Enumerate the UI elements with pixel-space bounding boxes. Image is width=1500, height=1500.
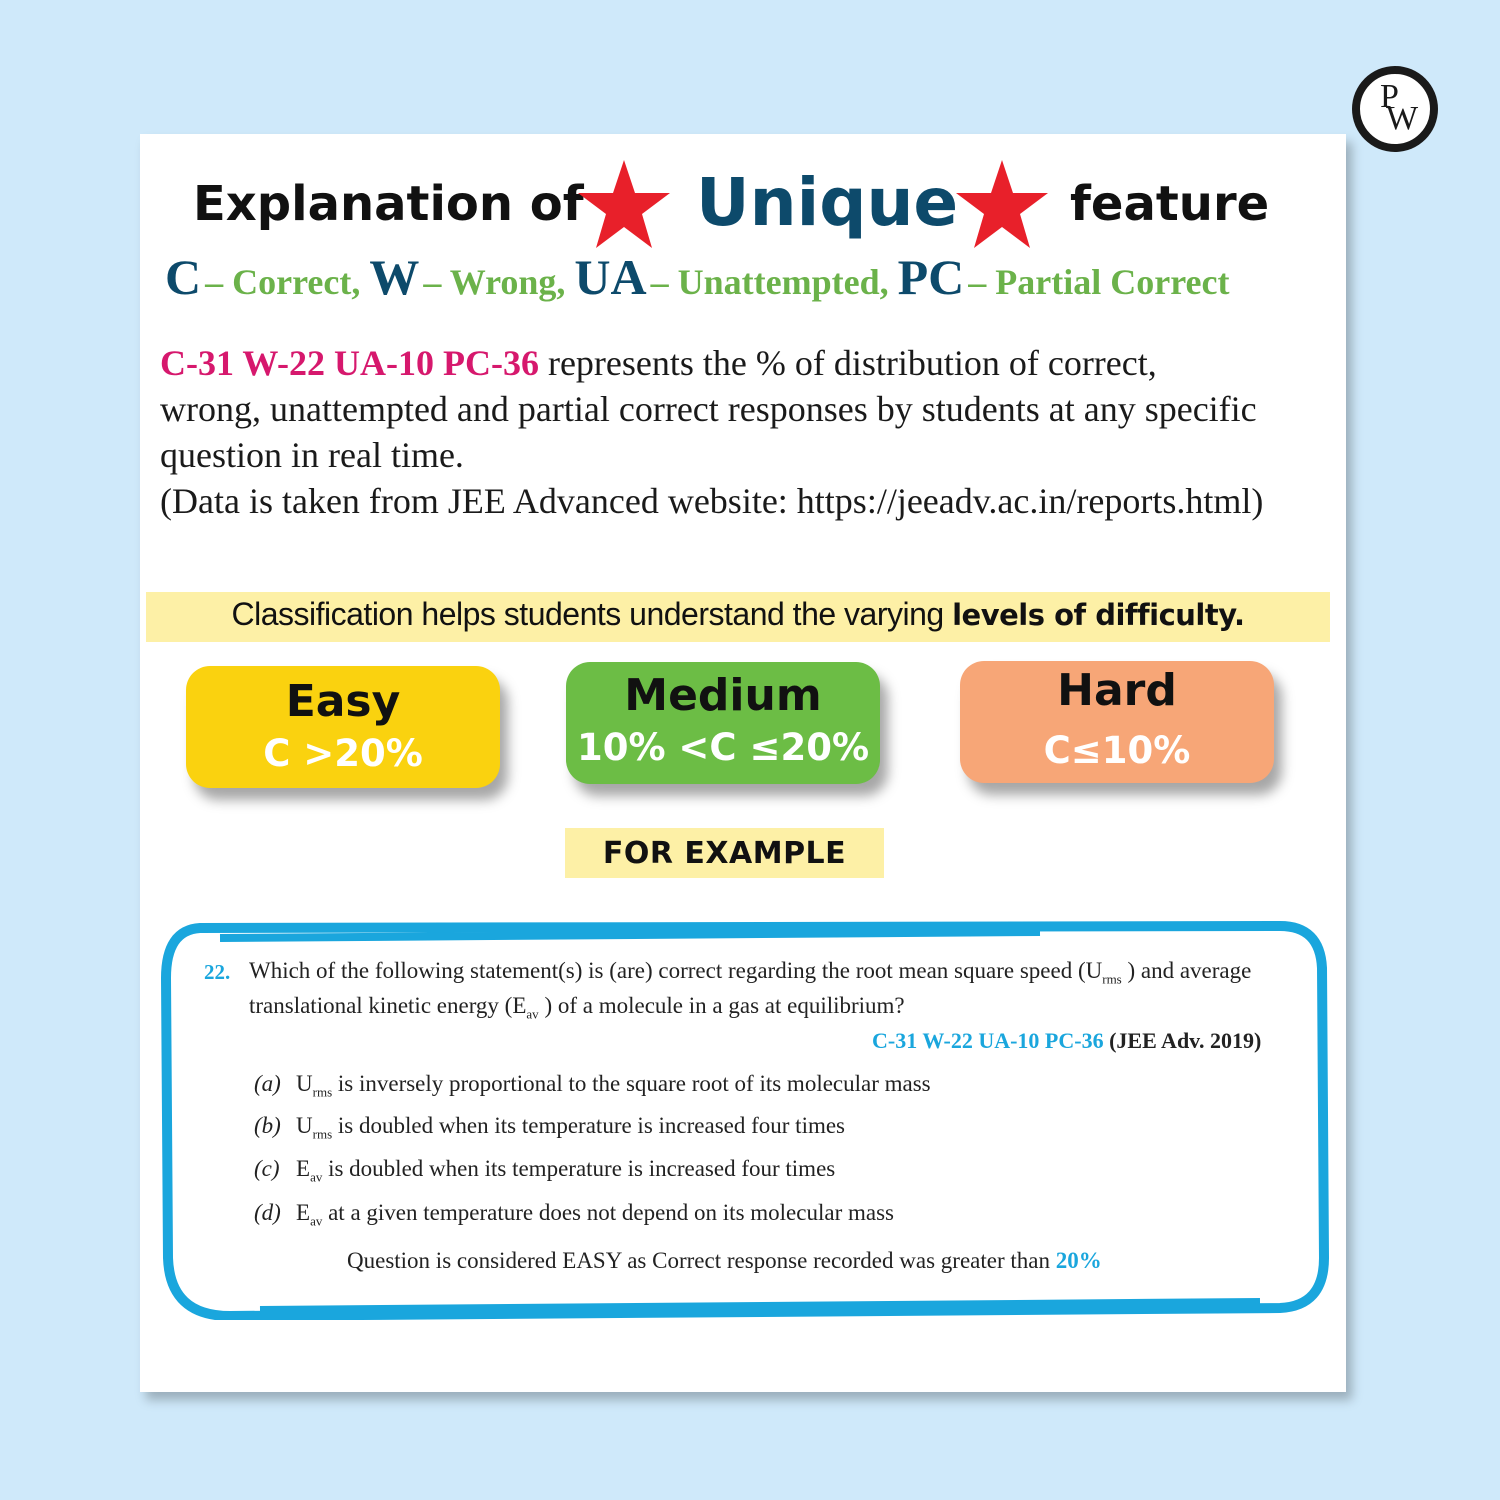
pw-logo bbox=[1352, 66, 1438, 152]
description-line bbox=[160, 340, 1320, 386]
hard-level-card bbox=[960, 661, 1274, 783]
legend-label: Correct, bbox=[232, 262, 361, 302]
abbreviation-legend bbox=[165, 248, 1345, 306]
subscript: rms bbox=[312, 1126, 333, 1142]
logo-letter-p: P bbox=[1380, 78, 1399, 115]
level-name: Hard bbox=[1057, 665, 1177, 716]
option-symbol: E bbox=[296, 1156, 311, 1181]
easy-level-card bbox=[186, 666, 500, 788]
option-text: at a given temperature does not depend on its molecular mass bbox=[322, 1200, 894, 1225]
banner-bold: levels of difficulty. bbox=[952, 598, 1245, 632]
title-highlight: Unique bbox=[696, 164, 959, 241]
question-line bbox=[249, 993, 905, 1023]
description-text: represents the % of distribution of correct, bbox=[538, 343, 1157, 383]
level-rule: 10% <C ≤20% bbox=[576, 726, 870, 769]
legend-dash: – bbox=[968, 262, 987, 302]
question-stats-values: C-31 W-22 UA-10 PC-36 bbox=[872, 1028, 1104, 1053]
option-d bbox=[254, 1200, 894, 1230]
subscript: av bbox=[526, 1006, 539, 1022]
question-stats bbox=[872, 1028, 1261, 1054]
option-a bbox=[254, 1071, 931, 1101]
question-text: ) and average bbox=[1121, 958, 1252, 983]
legend-label: Unattempted, bbox=[677, 262, 889, 302]
option-text: is doubled when its temperature is increased four times bbox=[332, 1113, 846, 1138]
level-rule: C >20% bbox=[263, 732, 423, 775]
title-suffix: feature bbox=[1070, 176, 1270, 232]
question-number: 22. bbox=[204, 960, 231, 984]
option-text: is doubled when its temperature is increased four times bbox=[322, 1156, 836, 1181]
option-symbol: U bbox=[296, 1071, 313, 1096]
level-rule: C≤10% bbox=[1043, 729, 1191, 772]
question-text: translational kinetic energy (E bbox=[249, 993, 527, 1018]
legend-label: Wrong, bbox=[449, 262, 566, 302]
subscript: av bbox=[310, 1213, 323, 1229]
legend-dash: – bbox=[423, 262, 442, 302]
option-symbol: U bbox=[296, 1113, 313, 1138]
conclusion-percent: 20% bbox=[1055, 1248, 1102, 1273]
legend-key: UA bbox=[574, 249, 647, 305]
option-label: (d) bbox=[254, 1200, 281, 1225]
for-example-label bbox=[565, 828, 884, 878]
question-text: ) of a molecule in a gas at equilibrium? bbox=[538, 993, 905, 1018]
level-name: Easy bbox=[285, 676, 401, 727]
option-b bbox=[254, 1113, 845, 1143]
banner-text bbox=[146, 596, 1330, 633]
subscript: rms bbox=[1102, 971, 1122, 987]
title-row bbox=[0, 160, 1500, 250]
option-label: (a) bbox=[254, 1071, 281, 1096]
level-name: Medium bbox=[624, 670, 822, 721]
legend-label: Partial Correct bbox=[995, 262, 1230, 302]
star-icon bbox=[578, 160, 670, 250]
conclusion-text: Question is considered EASY as Correct response recorded was greater than bbox=[347, 1248, 1056, 1273]
legend-dash: – bbox=[650, 262, 669, 302]
question-text: Which of the following statement(s) is (are) correct regarding the root mean square speed (U bbox=[249, 958, 1103, 983]
option-c bbox=[254, 1156, 835, 1186]
title-prefix: Explanation of bbox=[193, 176, 584, 232]
legend-dash: – bbox=[205, 262, 224, 302]
description-paragraph bbox=[160, 340, 1320, 524]
star-icon bbox=[956, 160, 1048, 250]
conclusion-line bbox=[347, 1248, 1102, 1274]
question-line bbox=[249, 958, 1251, 988]
option-symbol: E bbox=[296, 1200, 311, 1225]
option-label: (b) bbox=[254, 1113, 281, 1138]
for-example-text: FOR EXAMPLE bbox=[602, 836, 847, 871]
stats-highlight: C-31 W-22 UA-10 PC-36 bbox=[160, 343, 539, 383]
option-text: is inversely proportional to the square root of its molecular mass bbox=[332, 1071, 931, 1096]
legend-key: PC bbox=[897, 249, 965, 305]
data-source-line: (Data is taken from JEE Advanced website: https://jeeadv.ac.in/reports.html) bbox=[160, 481, 1264, 521]
description-line: question in real time. bbox=[160, 435, 464, 475]
option-label: (c) bbox=[254, 1156, 280, 1181]
pw-logo-inner bbox=[1358, 72, 1432, 146]
logo-letter-w: W bbox=[1386, 100, 1419, 137]
legend-key: C bbox=[165, 249, 202, 305]
question-source: (JEE Adv. 2019) bbox=[1103, 1028, 1262, 1053]
legend-key: W bbox=[369, 249, 420, 305]
medium-level-card bbox=[566, 662, 880, 784]
description-line: wrong, unattempted and partial correct responses by students at any specific bbox=[160, 389, 1257, 429]
subscript: rms bbox=[312, 1084, 333, 1100]
subscript: av bbox=[310, 1169, 323, 1185]
banner-lead: Classification helps students understand the varying bbox=[231, 596, 953, 632]
classification-banner bbox=[146, 592, 1330, 642]
